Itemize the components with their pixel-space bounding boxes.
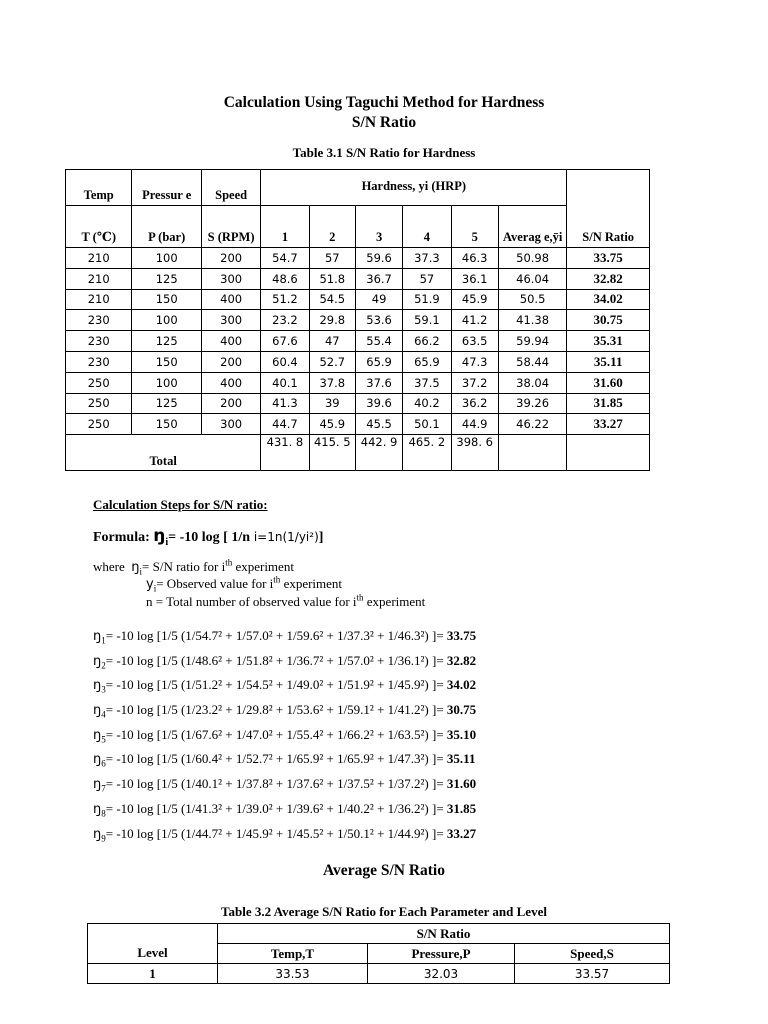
trial-1-header: 1 xyxy=(261,206,309,248)
pressure-header: Pressure,P xyxy=(368,944,515,964)
table-cell: 52.7 xyxy=(309,351,355,372)
table-cell: 63.5 xyxy=(451,331,498,352)
where-eta-symbol: ŋ xyxy=(131,560,140,575)
table-cell: 40.1 xyxy=(261,372,309,393)
eta-symbol: ŋ xyxy=(93,653,102,669)
table-cell: 36.2 xyxy=(451,393,498,414)
table-row xyxy=(66,248,650,269)
table-cell: 230 xyxy=(66,351,132,372)
table-cell: 46.22 xyxy=(498,414,567,435)
table-cell: 100 xyxy=(132,310,201,331)
sn-ratio-table xyxy=(65,169,650,471)
table-cell: 46.04 xyxy=(498,268,567,289)
unit-pressure: P (bar) xyxy=(132,206,201,248)
header-hardness: Hardness, yi (HRP) xyxy=(261,170,567,206)
table-cell: 150 xyxy=(132,414,201,435)
equation-index: 4 xyxy=(101,709,106,720)
eta-symbol: ŋ xyxy=(153,526,166,546)
equation-result: 32.82 xyxy=(446,652,477,668)
table-cell: 150 xyxy=(132,351,201,372)
table-cell: 48.6 xyxy=(261,268,309,289)
sn-ratio-cell: 31.60 xyxy=(567,372,650,393)
sn-ratio-cell: 34.02 xyxy=(567,289,650,310)
equation-line xyxy=(93,799,476,824)
table-cell: 59.94 xyxy=(498,331,567,352)
table-cell: 39.26 xyxy=(498,393,567,414)
table-cell: 36.1 xyxy=(451,268,498,289)
formula-main: = -10 log [ 1/n xyxy=(168,530,251,545)
table-cell: 57 xyxy=(403,268,451,289)
equation-body: = -10 log [1/5 (1/23.2² + 1/29.8² + 1/53.6² + 1/59.1² + 1/41.2²) ]= xyxy=(105,702,447,718)
sn-ratio-cell: 33.27 xyxy=(567,414,650,435)
average-header: Averag e,ȳi xyxy=(498,206,567,248)
equation-line xyxy=(93,700,476,725)
header-temp: Temp xyxy=(66,170,132,206)
table-cell: 47 xyxy=(309,331,355,352)
table-cell: 45.5 xyxy=(355,414,402,435)
equation-result: 31.60 xyxy=(446,776,477,792)
eta-symbol: ŋ xyxy=(93,777,102,793)
header-pressure: Pressur e xyxy=(132,170,201,206)
table-row xyxy=(66,393,650,414)
average-sn-table xyxy=(87,923,670,984)
table-cell: 210 xyxy=(66,289,132,310)
table-row xyxy=(66,414,650,435)
table-cell: 33.53 xyxy=(218,964,368,984)
table-cell: 200 xyxy=(201,393,260,414)
equation-body: = -10 log [1/5 (1/44.7² + 1/45.9² + 1/45.5² + 1/50.1² + 1/44.9²) ]= xyxy=(105,825,447,841)
equation-result: 35.10 xyxy=(446,726,477,742)
table-cell: 400 xyxy=(201,372,260,393)
eta-symbol: ŋ xyxy=(93,826,102,842)
table-cell: 125 xyxy=(132,268,201,289)
table-cell: 41.3 xyxy=(261,393,309,414)
table-cell: 54.5 xyxy=(309,289,355,310)
y-symbol: y xyxy=(146,577,154,592)
where-line-eta xyxy=(93,559,294,577)
table-cell: 37.2 xyxy=(451,372,498,393)
table-cell: 23.2 xyxy=(261,310,309,331)
y-sup: th xyxy=(273,574,281,585)
equation-result: 31.85 xyxy=(446,800,477,816)
table-cell: 36.7 xyxy=(355,268,402,289)
total-4: 465. 2 xyxy=(403,435,451,471)
equation-body: = -10 log [1/5 (1/41.3² + 1/39.0² + 1/39.6² + 1/40.2² + 1/36.2²) ]= xyxy=(105,800,447,816)
y-text: = Observed value for i xyxy=(156,576,274,591)
sn-ratio-cell: 33.75 xyxy=(567,248,650,269)
table-cell: 300 xyxy=(201,310,260,331)
table-cell: 55.4 xyxy=(355,331,402,352)
table-cell: 51.9 xyxy=(403,289,451,310)
eta-symbol: ŋ xyxy=(93,629,102,644)
table-cell: 100 xyxy=(132,372,201,393)
page-subtitle: S/N Ratio xyxy=(351,114,417,131)
equation-result: 34.02 xyxy=(446,677,477,693)
table-cell: 300 xyxy=(201,268,260,289)
equation-line xyxy=(93,749,476,774)
equation-result: 33.75 xyxy=(446,628,477,643)
level-header: Level xyxy=(88,944,218,964)
where-sup: th xyxy=(225,557,233,568)
header-speed: Speed xyxy=(201,170,260,206)
table-cell: 33.57 xyxy=(515,964,670,984)
trial-4-header: 4 xyxy=(403,206,451,248)
equation-body: = -10 log [1/5 (1/48.6² + 1/51.8² + 1/36.7² + 1/57.0² + 1/36.1²) ]= xyxy=(105,652,447,668)
table-cell: 44.7 xyxy=(261,414,309,435)
eta-symbol: ŋ xyxy=(93,752,102,768)
table-cell: 40.2 xyxy=(403,393,451,414)
sn-equations xyxy=(93,626,476,848)
equation-index: 3 xyxy=(101,684,106,695)
table-cell: 400 xyxy=(201,289,260,310)
equation-body: = -10 log [1/5 (1/54.7² + 1/57.0² + 1/59.6² + 1/37.3² + 1/46.3²) ]= xyxy=(105,628,447,643)
table-cell: 250 xyxy=(66,393,132,414)
table-cell: 230 xyxy=(66,310,132,331)
equation-body: = -10 log [1/5 (1/51.2² + 1/54.5² + 1/49.0² + 1/51.9² + 1/45.9²) ]= xyxy=(105,677,447,693)
table-cell: 39 xyxy=(309,393,355,414)
table-cell: 60.4 xyxy=(261,351,309,372)
where-word: where xyxy=(93,559,125,574)
table-cell: 32.03 xyxy=(368,964,515,984)
page-title: Calculation Using Taguchi Method for Hardness xyxy=(223,94,545,111)
table-row xyxy=(66,310,650,331)
table-cell: 50.5 xyxy=(498,289,567,310)
total-3: 442. 9 xyxy=(355,435,402,471)
table-cell: 67.6 xyxy=(261,331,309,352)
table-cell: 45.9 xyxy=(309,414,355,435)
equation-index: 8 xyxy=(101,808,106,819)
table-row xyxy=(88,964,670,984)
table-cell: 41.38 xyxy=(498,310,567,331)
eta-symbol: ŋ xyxy=(93,727,102,743)
where-line-y xyxy=(146,576,342,594)
unit-temp: T (℃) xyxy=(66,206,132,248)
table-cell: 39.6 xyxy=(355,393,402,414)
trial-2-header: 2 xyxy=(309,206,355,248)
table-cell: 38.04 xyxy=(498,372,567,393)
table-cell: 230 xyxy=(66,331,132,352)
table-cell: 59.6 xyxy=(355,248,402,269)
n-text: n = Total number of observed value for i xyxy=(146,594,357,609)
speed-header: Speed,S xyxy=(515,944,670,964)
total-1: 431. 8 xyxy=(261,435,309,471)
table-cell: 37.6 xyxy=(355,372,402,393)
table-cell: 29.8 xyxy=(309,310,355,331)
table-cell: 45.9 xyxy=(451,289,498,310)
level-header-spacer xyxy=(88,924,218,944)
y-tail: experiment xyxy=(280,576,343,591)
formula-line xyxy=(93,526,323,548)
table-cell: 53.6 xyxy=(355,310,402,331)
formula-label: Formula: xyxy=(93,530,150,545)
equation-line xyxy=(93,651,476,676)
equation-line xyxy=(93,725,476,750)
sn-ratio-cell: 35.31 xyxy=(567,331,650,352)
equation-index: 9 xyxy=(101,833,106,844)
equation-index: 1 xyxy=(101,635,106,646)
equation-index: 5 xyxy=(101,734,106,745)
where-text: = S/N ratio for i xyxy=(142,559,226,574)
equation-body: = -10 log [1/5 (1/40.1² + 1/37.8² + 1/37.6² + 1/37.5² + 1/37.2²) ]= xyxy=(105,776,447,792)
temp-header: Temp,T xyxy=(218,944,368,964)
unit-speed: S (RPM) xyxy=(201,206,260,248)
table-cell: 210 xyxy=(66,268,132,289)
n-tail: experiment xyxy=(363,594,426,609)
table-cell: 57 xyxy=(309,248,355,269)
equation-result: 30.75 xyxy=(446,702,477,718)
table-cell: 100 xyxy=(132,248,201,269)
n-sup: th xyxy=(356,592,364,603)
trial-5-header: 5 xyxy=(451,206,498,248)
table-row xyxy=(66,331,650,352)
formula-end: ] xyxy=(318,530,324,545)
table-cell: 66.2 xyxy=(403,331,451,352)
equation-result: 33.27 xyxy=(446,825,477,841)
table-cell: 250 xyxy=(66,372,132,393)
table-cell: 44.9 xyxy=(451,414,498,435)
table-cell: 200 xyxy=(201,351,260,372)
table-cell: 58.44 xyxy=(498,351,567,372)
table-cell: 37.8 xyxy=(309,372,355,393)
equation-line xyxy=(93,824,476,849)
table-cell: 50.98 xyxy=(498,248,567,269)
table-cell: 54.7 xyxy=(261,248,309,269)
y-sub: i xyxy=(153,583,157,594)
trial-3-header: 3 xyxy=(355,206,402,248)
table-cell: 37.3 xyxy=(403,248,451,269)
equation-result: 35.11 xyxy=(446,751,476,767)
table-cell: 300 xyxy=(201,414,260,435)
table-cell: 50.1 xyxy=(403,414,451,435)
table1-caption: Table 3.1 S/N Ratio for Hardness xyxy=(292,145,476,160)
sn-ratio-cell: 35.11 xyxy=(567,351,650,372)
total-sn-empty xyxy=(567,435,650,471)
table-cell: 200 xyxy=(201,248,260,269)
where-sub: i xyxy=(139,566,143,577)
table-row xyxy=(66,351,650,372)
eta-symbol: ŋ xyxy=(93,678,102,694)
sn-ratio-cell: 30.75 xyxy=(567,310,650,331)
table-row xyxy=(66,289,650,310)
table-cell: 400 xyxy=(201,331,260,352)
table-cell: 65.9 xyxy=(403,351,451,372)
equation-index: 6 xyxy=(101,759,106,770)
table-cell: 125 xyxy=(132,331,201,352)
table-cell: 37.5 xyxy=(403,372,451,393)
where-tail: experiment xyxy=(232,559,294,574)
formula-sub: i xyxy=(165,536,169,548)
table-cell: 46.3 xyxy=(451,248,498,269)
equation-line xyxy=(93,626,476,651)
eta-symbol: ŋ xyxy=(93,703,102,719)
table-cell: 51.8 xyxy=(309,268,355,289)
table-cell: 41.2 xyxy=(451,310,498,331)
table-cell: 47.3 xyxy=(451,351,498,372)
table-cell: 51.2 xyxy=(261,289,309,310)
table-cell: 150 xyxy=(132,289,201,310)
table-cell: 59.1 xyxy=(403,310,451,331)
total-2: 415. 5 xyxy=(309,435,355,471)
table-cell: 49 xyxy=(355,289,402,310)
equation-body: = -10 log [1/5 (1/60.4² + 1/52.7² + 1/65.9² + 1/65.9² + 1/47.3²) ]= xyxy=(105,751,447,767)
equation-line xyxy=(93,774,476,799)
sn-ratio-cell: 31.85 xyxy=(567,393,650,414)
equation-index: 7 xyxy=(101,783,106,794)
header-sn-ratio: S/N Ratio xyxy=(567,170,650,248)
table-cell: 250 xyxy=(66,414,132,435)
table-cell: 210 xyxy=(66,248,132,269)
total-label: Total xyxy=(66,435,261,471)
table2-caption: Table 3.2 Average S/N Ratio for Each Parameter and Level xyxy=(221,904,547,919)
average-sn-title: Average S/N Ratio xyxy=(323,862,445,879)
sn-ratio-cell: 32.82 xyxy=(567,268,650,289)
total-5: 398. 6 xyxy=(451,435,498,471)
equation-body: = -10 log [1/5 (1/67.6² + 1/47.0² + 1/55.4² + 1/66.2² + 1/63.5²) ]= xyxy=(105,726,447,742)
table-cell: 125 xyxy=(132,393,201,414)
table-row xyxy=(66,268,650,289)
equation-index: 2 xyxy=(101,660,106,671)
formula-small: i=1n(1/yi²) xyxy=(250,530,319,544)
eta-symbol: ŋ xyxy=(93,801,102,817)
where-line-n xyxy=(146,594,425,610)
table-row xyxy=(66,372,650,393)
sn-ratio-group-header: S/N Ratio xyxy=(218,924,670,944)
level-cell: 1 xyxy=(88,964,218,984)
table-cell: 65.9 xyxy=(355,351,402,372)
total-average-empty xyxy=(498,435,567,471)
equation-line xyxy=(93,675,476,700)
calc-steps-heading: Calculation Steps for S/N ratio: xyxy=(93,497,268,512)
